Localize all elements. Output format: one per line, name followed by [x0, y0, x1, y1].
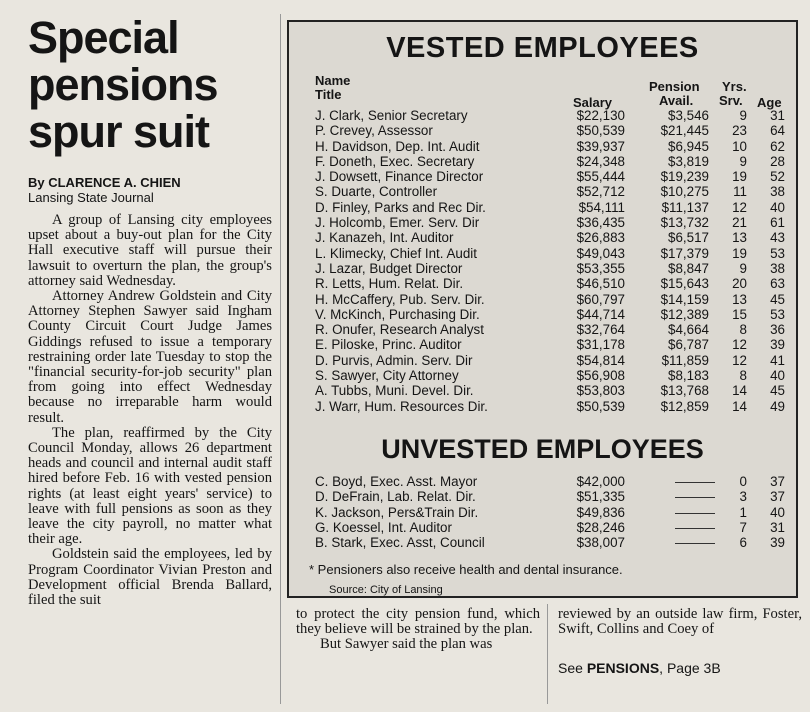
pension-available: $14,159 — [660, 291, 709, 307]
years-service: 9 — [739, 153, 747, 169]
age: 41 — [770, 352, 785, 368]
employee-name-title: R. Letts, Hum. Relat. Dir. — [315, 276, 464, 292]
age: 53 — [770, 306, 785, 322]
age: 45 — [770, 383, 785, 399]
pension-available: $12,859 — [660, 398, 709, 414]
years-service: 19 — [732, 169, 747, 185]
employee-name-title: L. Klimecky, Chief Int. Audit — [315, 245, 477, 261]
paragraph: But Sawyer said the plan was — [320, 636, 493, 653]
employee-name-title: H. McCaffery, Pub. Serv. Dir. — [315, 291, 485, 307]
pension-available: $4,664 — [668, 322, 709, 338]
age: 37 — [770, 474, 785, 489]
pension-available: $11,859 — [661, 352, 709, 368]
table-row — [289, 276, 796, 291]
pension-available: $15,643 — [660, 276, 709, 292]
age: 31 — [770, 108, 785, 123]
age: 53 — [770, 245, 785, 261]
pension-available: $19,239 — [660, 169, 709, 185]
employee-name-title: F. Doneth, Exec. Secretary — [315, 153, 475, 169]
employee-name-title: S. Duarte, Controller — [315, 184, 438, 200]
header-pension-avail: Avail. — [659, 93, 694, 108]
headline-line: Special — [28, 12, 179, 63]
header-name: Name — [315, 73, 351, 88]
age: 31 — [770, 519, 785, 535]
salary: $46,510 — [576, 276, 625, 292]
table-row — [289, 399, 796, 414]
employee-name-title: B. Stark, Exec. Asst, Council — [315, 535, 485, 551]
years-service: 7 — [739, 519, 747, 535]
table-row — [289, 215, 796, 230]
years-service: 10 — [732, 138, 747, 154]
pension-available: $6,787 — [668, 337, 709, 353]
salary: $39,937 — [576, 138, 625, 154]
see-page: , Page 3B — [659, 660, 721, 677]
paragraph: A group of Lansing city employees upset about a buy-out plan for the City Hall executive staff will pursue their lawsuit to overturn the plan, the group's attorney said Wednesday. — [28, 212, 272, 289]
salary: $38,007 — [576, 535, 625, 551]
age: 39 — [770, 535, 785, 551]
table-row — [289, 292, 796, 307]
pension-available: $10,275 — [660, 184, 709, 200]
employee-name-title: J. Lazar, Budget Director — [315, 260, 463, 276]
years-service: 23 — [732, 123, 747, 139]
salary: $51,335 — [576, 489, 625, 505]
header-yrs-srv: Srv. — [719, 93, 743, 108]
years-service: 9 — [739, 260, 747, 276]
article-column-2 — [296, 607, 540, 653]
byline: By CLARENCE A. CHIEN — [28, 175, 181, 190]
employee-name-title: J. Dowsett, Finance Director — [315, 169, 484, 185]
table-row — [289, 520, 796, 535]
employee-name-title: J. Kanazeh, Int. Auditor — [315, 230, 454, 246]
age: 40 — [770, 199, 785, 215]
age: 63 — [770, 276, 785, 292]
vested-rows — [289, 108, 796, 414]
age: 61 — [770, 215, 785, 231]
table-row — [289, 322, 796, 337]
article-body — [10, 213, 272, 608]
pension-available: $6,517 — [668, 230, 709, 246]
header-pension: Pension — [649, 79, 700, 94]
pension-available: $13,732 — [660, 215, 709, 231]
years-service: 8 — [739, 322, 747, 338]
table-row — [289, 535, 796, 550]
table-row — [289, 230, 796, 245]
header-age: Age — [757, 95, 782, 110]
table-source: Source: City of Lansing — [329, 584, 443, 596]
years-service: 15 — [732, 306, 747, 322]
salary: $24,348 — [576, 153, 625, 169]
employee-name-title: E. Piloske, Princ. Auditor — [315, 337, 462, 353]
years-service: 6 — [739, 535, 747, 551]
column-divider — [280, 14, 281, 704]
age: 52 — [770, 169, 785, 185]
years-service: 13 — [732, 291, 747, 307]
years-service: 19 — [732, 245, 747, 261]
table-row — [289, 474, 796, 489]
employee-name-title: P. Crevey, Assessor — [315, 123, 433, 139]
salary: $32,764 — [576, 322, 625, 338]
see-section: PENSIONS — [586, 660, 660, 677]
salary: $28,246 — [576, 519, 625, 535]
age: 64 — [770, 123, 785, 139]
no-pension-dash — [675, 489, 715, 498]
age: 45 — [770, 291, 785, 307]
salary: $22,130 — [576, 108, 625, 123]
employee-name-title: D. Finley, Parks and Rec Dir. — [315, 199, 486, 215]
column-divider — [547, 604, 548, 704]
table-row — [289, 505, 796, 520]
salary: $53,803 — [576, 383, 625, 399]
employee-name-title: S. Sawyer, City Attorney — [315, 368, 459, 384]
salary: $60,797 — [576, 291, 625, 307]
headline-line: spur suit — [28, 106, 210, 157]
salary: $50,539 — [576, 123, 625, 139]
pension-available: $11,137 — [661, 199, 709, 215]
no-pension-dash — [675, 520, 715, 529]
age: 28 — [770, 153, 785, 169]
age: 40 — [770, 368, 785, 384]
years-service: 21 — [732, 215, 747, 231]
years-service: 9 — [739, 108, 747, 123]
salary: $26,883 — [576, 230, 625, 246]
paragraph: Goldstein said the employees, led by Program Coordinator Vivian Preston and Development official Brenda Ballard, filed the suit — [28, 546, 272, 609]
unvested-rows — [289, 474, 796, 550]
salary: $44,714 — [576, 306, 625, 322]
salary: $55,444 — [576, 169, 625, 185]
salary: $54,111 — [578, 199, 625, 215]
years-service: 11 — [733, 184, 747, 200]
table-row — [289, 337, 796, 352]
years-service: 3 — [739, 489, 747, 505]
table-row — [289, 108, 796, 123]
years-service: 1 — [739, 504, 747, 520]
pension-available: $17,379 — [660, 245, 709, 261]
years-service: 14 — [732, 383, 747, 399]
no-pension-dash — [675, 505, 715, 514]
employee-name-title: G. Koessel, Int. Auditor — [315, 519, 452, 535]
no-pension-dash — [675, 535, 715, 544]
table-row — [289, 489, 796, 504]
see-prefix: See — [558, 660, 583, 677]
paragraph: The plan, reaffirmed by the City Council Monday, allows 26 department heads and council and internal audit staff hired before Feb. 16 with vested pension rights (at least eight years' service) to leave with full pensions as soon as they leave the city payroll, no matter what their age. — [28, 424, 272, 548]
header-yrs: Yrs. — [722, 79, 747, 94]
vested-title: VESTED EMPLOYEES — [386, 32, 699, 64]
table-row — [289, 169, 796, 184]
salary: $49,836 — [576, 504, 625, 520]
years-service: 12 — [732, 199, 747, 215]
salary: $50,539 — [576, 398, 625, 414]
employee-name-title: A. Tubbs, Muni. Devel. Dir. — [315, 383, 474, 399]
years-service: 12 — [732, 337, 747, 353]
years-service: 8 — [739, 368, 747, 384]
salary: $52,712 — [576, 184, 625, 200]
employee-name-title: J. Clark, Senior Secretary — [315, 108, 468, 123]
employee-name-title: C. Boyd, Exec. Asst. Mayor — [315, 474, 478, 489]
table-row — [289, 246, 796, 261]
years-service: 0 — [739, 474, 747, 489]
age: 38 — [770, 260, 785, 276]
age: 40 — [770, 504, 785, 520]
age: 37 — [770, 489, 785, 505]
salary: $53,355 — [576, 260, 625, 276]
headline-line: pensions — [28, 59, 218, 110]
pension-available: $3,819 — [668, 153, 709, 169]
employee-name-title: D. Purvis, Admin. Serv. Dir — [315, 352, 473, 368]
table-footnote: * Pensioners also receive health and dental insurance. — [309, 562, 623, 577]
byline-source: Lansing State Journal — [28, 190, 154, 205]
table-row — [289, 184, 796, 199]
years-service: 13 — [732, 230, 747, 246]
table-row — [289, 353, 796, 368]
paragraph: reviewed by an outside law firm, Foster, Swift, Collins and Coey of — [558, 606, 802, 638]
age: 49 — [770, 398, 785, 414]
pension-available: $6,945 — [668, 138, 709, 154]
age: 36 — [770, 322, 785, 338]
employee-name-title: H. Davidson, Dep. Int. Audit — [315, 138, 480, 154]
paragraph: to protect the city pension fund, which they believe will be strained by the plan. — [296, 606, 540, 638]
pension-table-box — [287, 20, 798, 598]
pension-available: $8,183 — [668, 368, 709, 384]
table-row — [289, 139, 796, 154]
paragraph: Attorney Andrew Goldstein and City Attorney Stephen Sawyer said Ingham County Circuit Court Judge James Giddings refused to issue a temporary restraining order late Tuesday to stop the "financial security-for-job security" plan from going into effect Wednesday because no irreparable harm would result. — [28, 288, 272, 426]
employee-name-title: J. Holcomb, Emer. Serv. Dir — [315, 215, 480, 231]
pension-available: $13,768 — [660, 383, 709, 399]
salary: $54,814 — [576, 352, 625, 368]
header-title: Title — [315, 87, 342, 102]
table-row — [289, 154, 796, 169]
years-service: 14 — [732, 398, 747, 414]
table-row — [289, 261, 796, 276]
headline — [28, 14, 272, 155]
salary: $36,435 — [576, 215, 625, 231]
employee-name-title: V. McKinch, Purchasing Dir. — [315, 306, 480, 322]
pension-available: $3,546 — [668, 108, 709, 123]
salary: $56,908 — [576, 368, 625, 384]
pension-available: $21,445 — [660, 123, 709, 139]
pension-available: $12,389 — [660, 306, 709, 322]
employee-name-title: K. Jackson, Pers&Train Dir. — [315, 504, 479, 520]
table-row — [289, 200, 796, 215]
salary: $42,000 — [576, 474, 625, 489]
age: 38 — [770, 184, 785, 200]
pension-available: $8,847 — [668, 260, 709, 276]
article-column-3 — [558, 607, 802, 677]
table-row — [289, 368, 796, 383]
years-service: 20 — [732, 276, 747, 292]
continued-reference — [558, 661, 802, 676]
unvested-title: UNVESTED EMPLOYEES — [381, 434, 704, 464]
salary: $49,043 — [576, 245, 625, 261]
employee-name-title: R. Onufer, Research Analyst — [315, 322, 484, 338]
salary: $31,178 — [576, 337, 625, 353]
employee-name-title: J. Warr, Hum. Resources Dir. — [315, 398, 488, 414]
table-row — [289, 383, 796, 398]
table-row — [289, 123, 796, 138]
age: 62 — [770, 138, 785, 154]
header-salary: Salary — [573, 95, 613, 110]
no-pension-dash — [675, 474, 715, 483]
age: 43 — [770, 230, 785, 246]
years-service: 12 — [732, 352, 747, 368]
age: 39 — [770, 337, 785, 353]
article-left-column — [10, 14, 272, 608]
employee-name-title: D. DeFrain, Lab. Relat. Dir. — [315, 489, 476, 505]
table-row — [289, 307, 796, 322]
